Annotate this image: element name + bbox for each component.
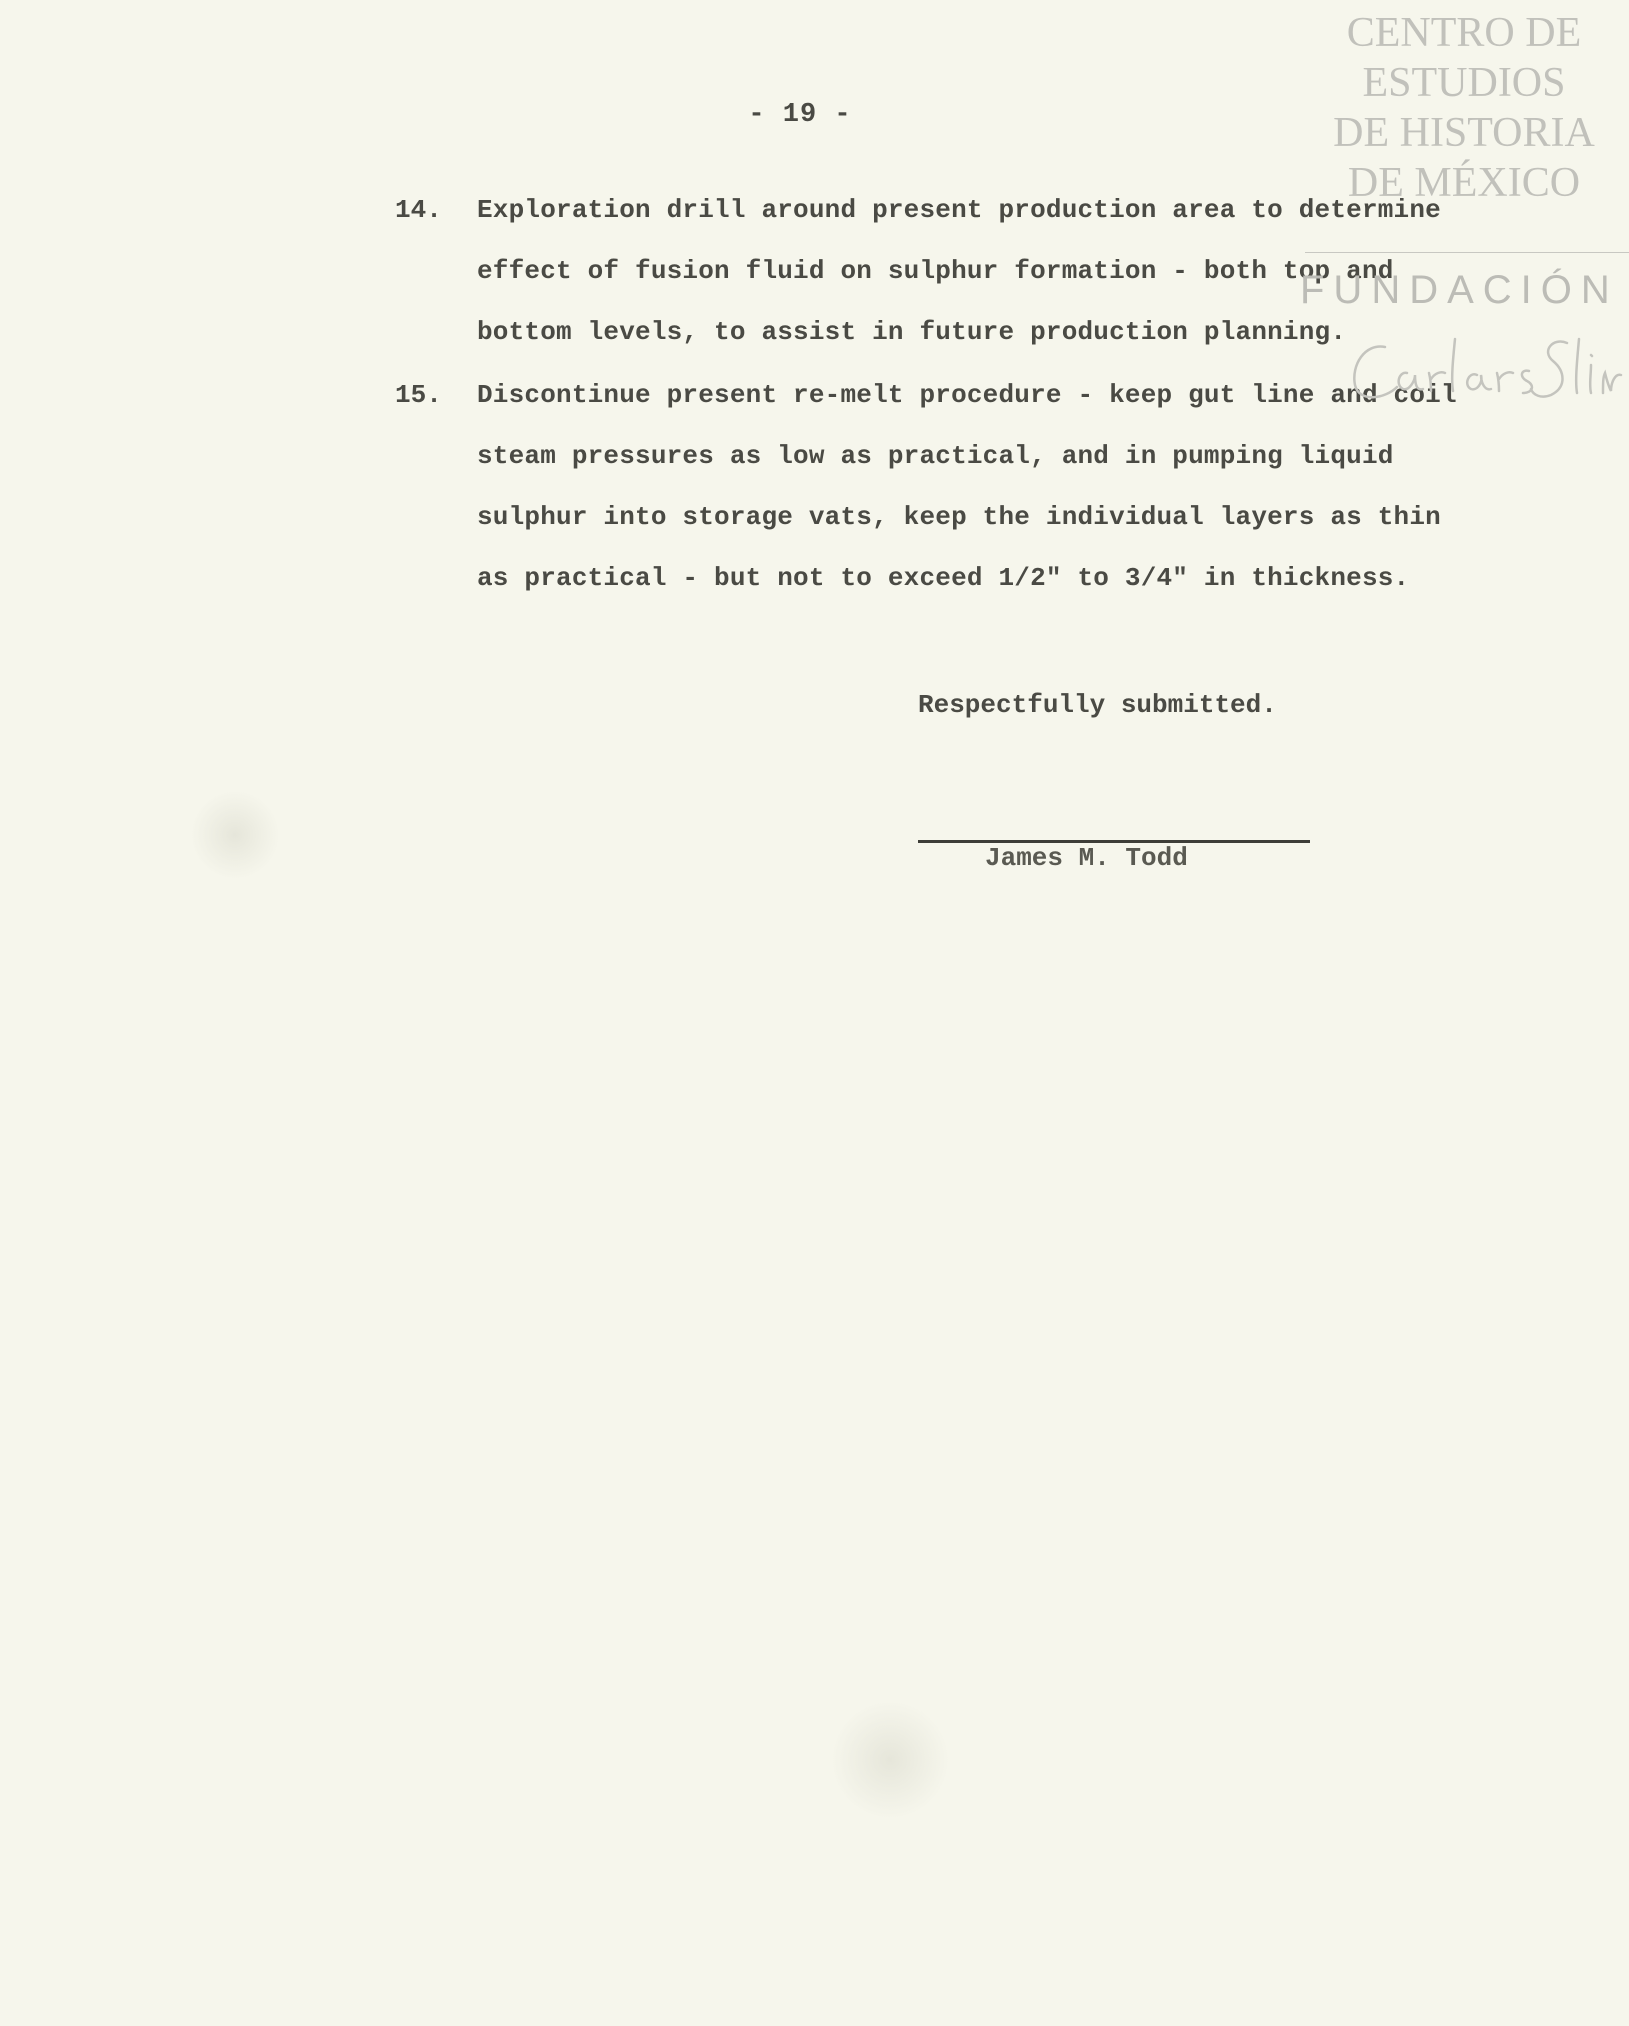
- item-line: sulphur into storage vats, keep the individual layers as thin: [477, 502, 1441, 532]
- signer-name: James M. Todd: [985, 843, 1188, 873]
- item-line: as practical - but not to exceed 1/2" to 3/4" in thickness.: [477, 563, 1410, 593]
- watermark-line: DE HISTORIA: [1333, 110, 1595, 156]
- item-number: 15.: [395, 380, 442, 410]
- watermark-line: DE MÉXICO: [1347, 160, 1581, 206]
- item-line: Exploration drill around present production area to determine: [477, 195, 1441, 225]
- paper-stain: [190, 790, 280, 880]
- closing-phrase: Respectfully submitted.: [918, 690, 1277, 720]
- paper-stain: [830, 1700, 950, 1820]
- watermark-line: ESTUDIOS: [1362, 60, 1566, 106]
- item-line: effect of fusion fluid on sulphur formation - both top and: [477, 256, 1394, 286]
- item-line: bottom levels, to assist in future production planning.: [477, 317, 1347, 347]
- item-line: steam pressures as low as practical, and in pumping liquid: [477, 441, 1394, 471]
- archive-watermark: [1305, 8, 1623, 208]
- item-number: 14.: [395, 195, 442, 225]
- page-number: - 19 -: [748, 100, 852, 130]
- watermark-divider: [1305, 252, 1629, 253]
- watermark-foundation: FUNDACIÓN: [1300, 268, 1619, 312]
- watermark-line: CENTRO DE: [1346, 10, 1582, 56]
- signature-logo-icon: [1345, 325, 1625, 415]
- item-line: Discontinue present re-melt procedure - keep gut line and coil: [477, 380, 1457, 410]
